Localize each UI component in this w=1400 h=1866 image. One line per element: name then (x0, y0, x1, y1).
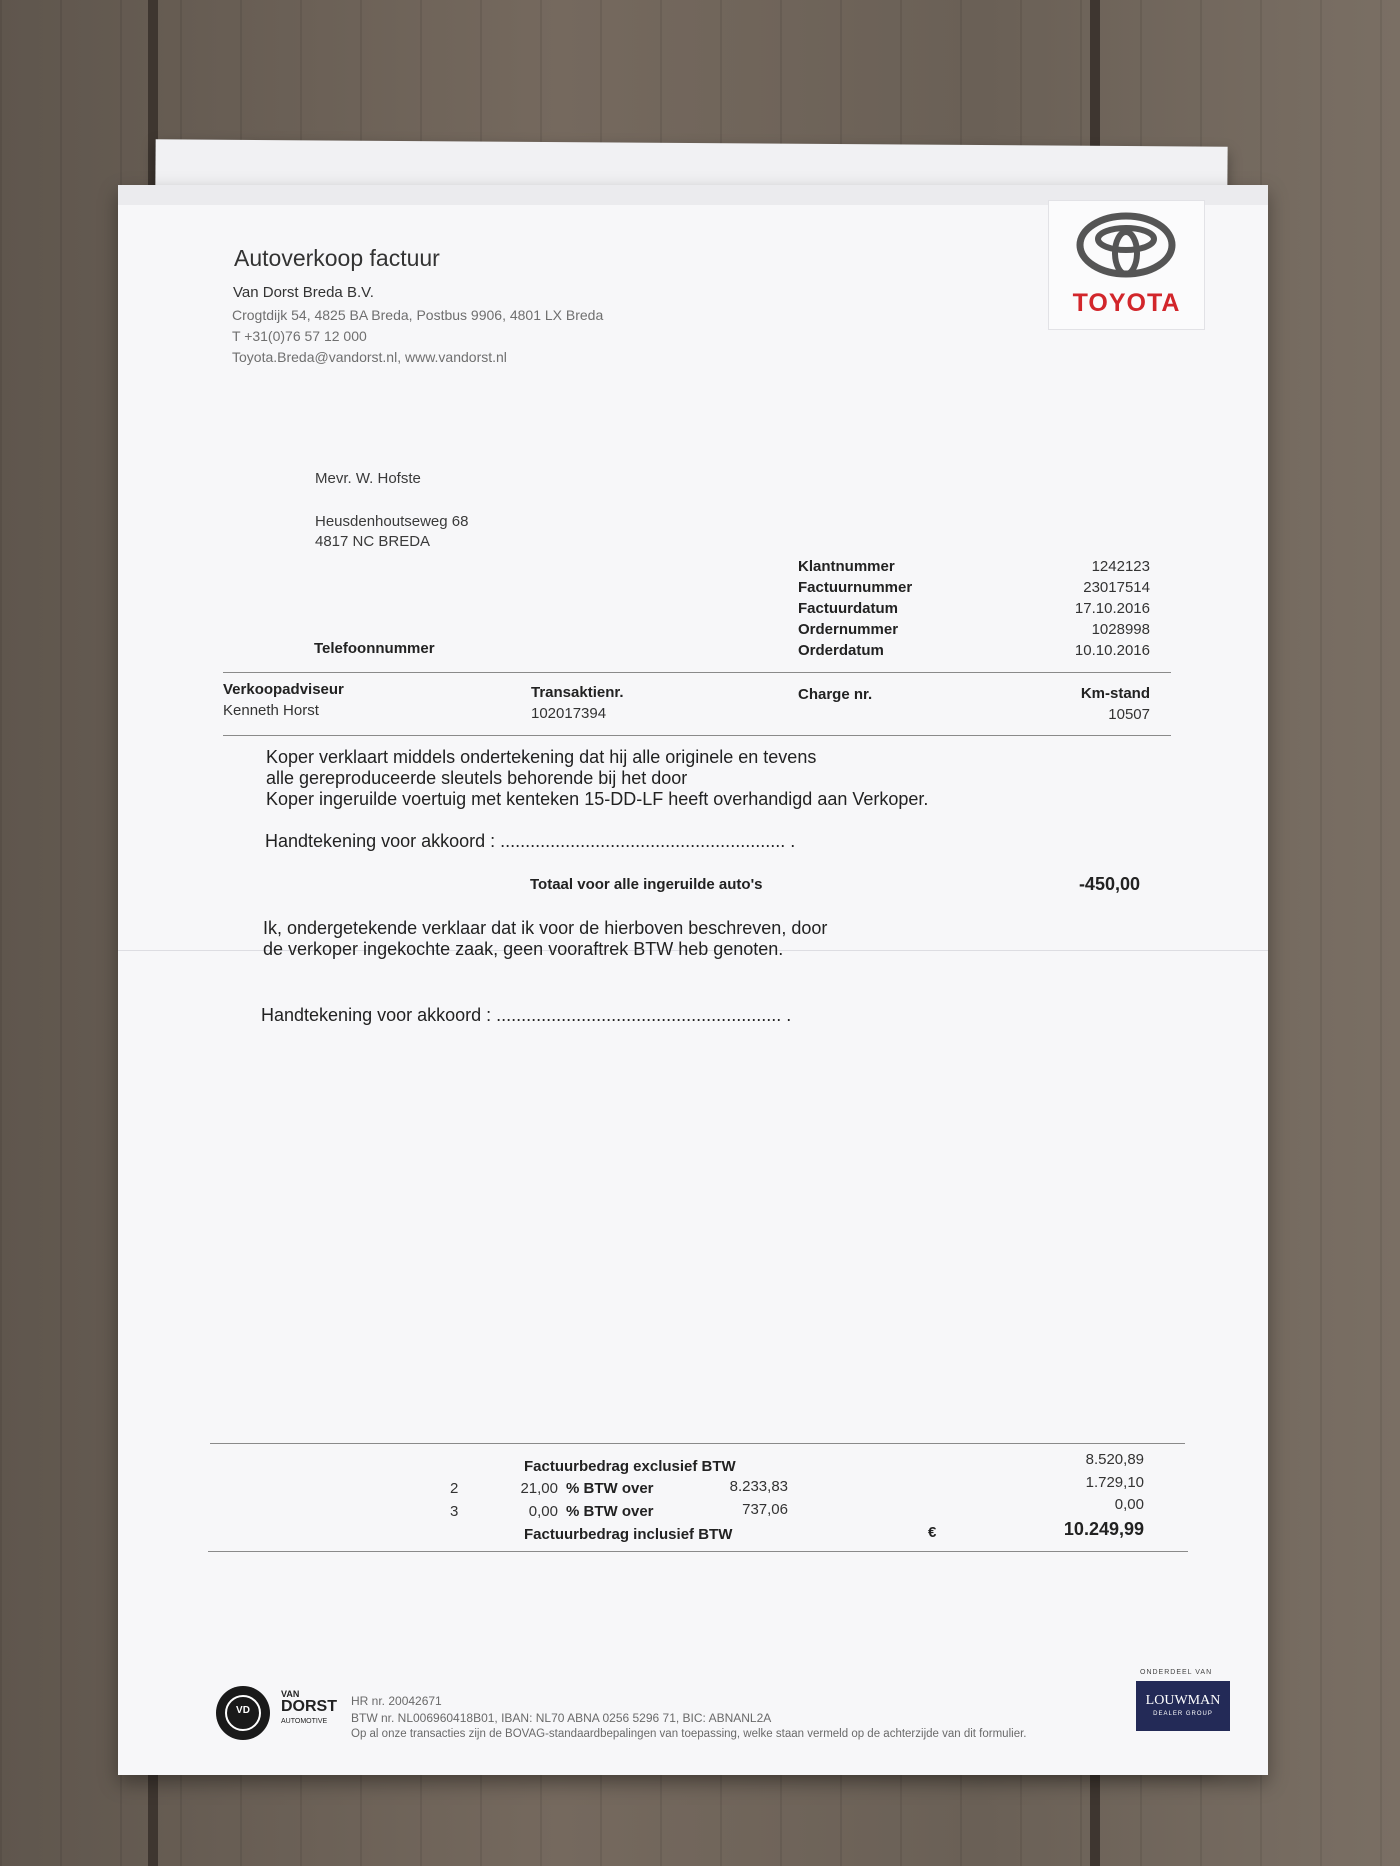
toyota-emblem-icon (1049, 201, 1204, 281)
vat-statement-line: Ik, ondergetekende verklaar dat ik voor de hierboven beschreven, door (263, 918, 828, 938)
vat-base: 737,06 (742, 1501, 788, 1518)
document-title: Autoverkoop factuur (234, 245, 440, 271)
van-dorst-top: VAN (281, 1689, 300, 1699)
customer-name: Mevr. W. Hofste (315, 470, 421, 487)
signature-line: Handtekening voor akkoord : ......................................................... . (261, 1005, 792, 1025)
statement-line: alle gereproduceerde sleutels behorende bij het door (266, 768, 688, 788)
charge-label: Charge nr. (798, 686, 873, 703)
vat-amount: 0,00 (1114, 1496, 1144, 1513)
total-excl-value: 8.520,89 (1085, 1451, 1144, 1468)
toyota-logo (1048, 200, 1205, 330)
vat-code: 3 (450, 1503, 459, 1520)
total-incl-label: Factuurbedrag inclusief BTW (524, 1526, 733, 1543)
company-address: Crogtdijk 54, 4825 BA Breda, Postbus 9906, 4801 LX Breda (232, 307, 604, 323)
total-excl-label: Factuurbedrag exclusief BTW (524, 1458, 736, 1475)
divider (223, 735, 1171, 736)
company-phone: T +31(0)76 57 12 000 (232, 328, 367, 344)
signature-line: Handtekening voor akkoord : ......................................................... . (265, 831, 796, 851)
footer-terms: Op al onze transacties zijn de BOVAG-standaardbepalingen van toepassing, welke staan vermeld op de achterzijde van dit formulier. (351, 1728, 1027, 1740)
vat-rate: 21,00 (520, 1480, 558, 1497)
vat-rate: 0,00 (528, 1503, 558, 1520)
transaction-number: 102017394 (531, 705, 607, 722)
trade-in-label: Totaal voor alle ingeruilde auto's (530, 876, 763, 893)
meta-value: 1028998 (1091, 621, 1150, 638)
invoice-page (118, 185, 1268, 1775)
company-email-web: Toyota.Breda@vandorst.nl, www.vandorst.nl (232, 349, 507, 365)
van-dorst-logo (216, 1686, 270, 1740)
van-dorst-wordmark: DORST (281, 1698, 337, 1715)
company-name: Van Dorst Breda B.V. (233, 284, 374, 301)
meta-value: 23017514 (1083, 579, 1150, 596)
louwman-sub: DEALER GROUP (1153, 1711, 1213, 1717)
total-incl-value: 10.249,99 (1063, 1519, 1144, 1539)
currency-symbol: € (928, 1524, 937, 1541)
vat-label: % BTW over (566, 1480, 654, 1497)
transaction-label: Transaktienr. (531, 684, 624, 701)
vd-badge-text: VD (236, 1705, 250, 1716)
vat-label: % BTW over (566, 1503, 654, 1520)
meta-value: 10.10.2016 (1074, 642, 1150, 659)
meta-label: Orderdatum (798, 642, 884, 659)
vat-base: 8.233,83 (729, 1478, 788, 1495)
footer-btw: BTW nr. NL006960418B01, IBAN: NL70 ABNA 0256 5296 71, BIC: ABNANL2A (351, 1711, 772, 1725)
trade-in-value: -450,00 (1078, 874, 1140, 894)
vat-code: 2 (450, 1480, 459, 1497)
phone-label: Telefoonnummer (314, 640, 435, 657)
divider (223, 672, 1171, 673)
vat-statement-line: de verkoper ingekochte zaak, geen vooraftrek BTW heb genoten. (263, 939, 784, 959)
meta-label: Factuurnummer (798, 579, 913, 596)
advisor-name: Kenneth Horst (223, 702, 319, 719)
group-tag: ONDERDEEL VAN (1140, 1669, 1213, 1676)
customer-street: Heusdenhoutseweg 68 (315, 513, 469, 530)
footer-hr: HR nr. 20042671 (351, 1694, 442, 1708)
divider (210, 1443, 1185, 1444)
louwman-logo (1136, 1681, 1230, 1731)
meta-label: Ordernummer (798, 621, 899, 638)
km-label: Km-stand (1080, 685, 1150, 702)
vat-amount: 1.729,10 (1085, 1474, 1144, 1491)
customer-city: 4817 NC BREDA (315, 533, 431, 550)
brand-wordmark: TOYOTA (1072, 289, 1181, 317)
meta-label: Klantnummer (798, 558, 895, 575)
van-dorst-sub: AUTOMOTIVE (281, 1718, 328, 1725)
advisor-label: Verkoopadviseur (223, 681, 344, 698)
km-value: 10507 (1108, 706, 1150, 723)
statement-line: Koper ingeruilde voertuig met kenteken 15-DD-LF heeft overhandigd aan Verkoper. (266, 789, 929, 809)
meta-value: 1242123 (1091, 558, 1150, 575)
meta-label: Factuurdatum (798, 600, 899, 617)
divider (208, 1551, 1188, 1552)
statement-line: Koper verklaart middels ondertekening dat hij alle originele en tevens (266, 747, 817, 767)
meta-value: 17.10.2016 (1074, 600, 1150, 617)
louwman-wordmark: LOUWMAN (1145, 1693, 1221, 1708)
